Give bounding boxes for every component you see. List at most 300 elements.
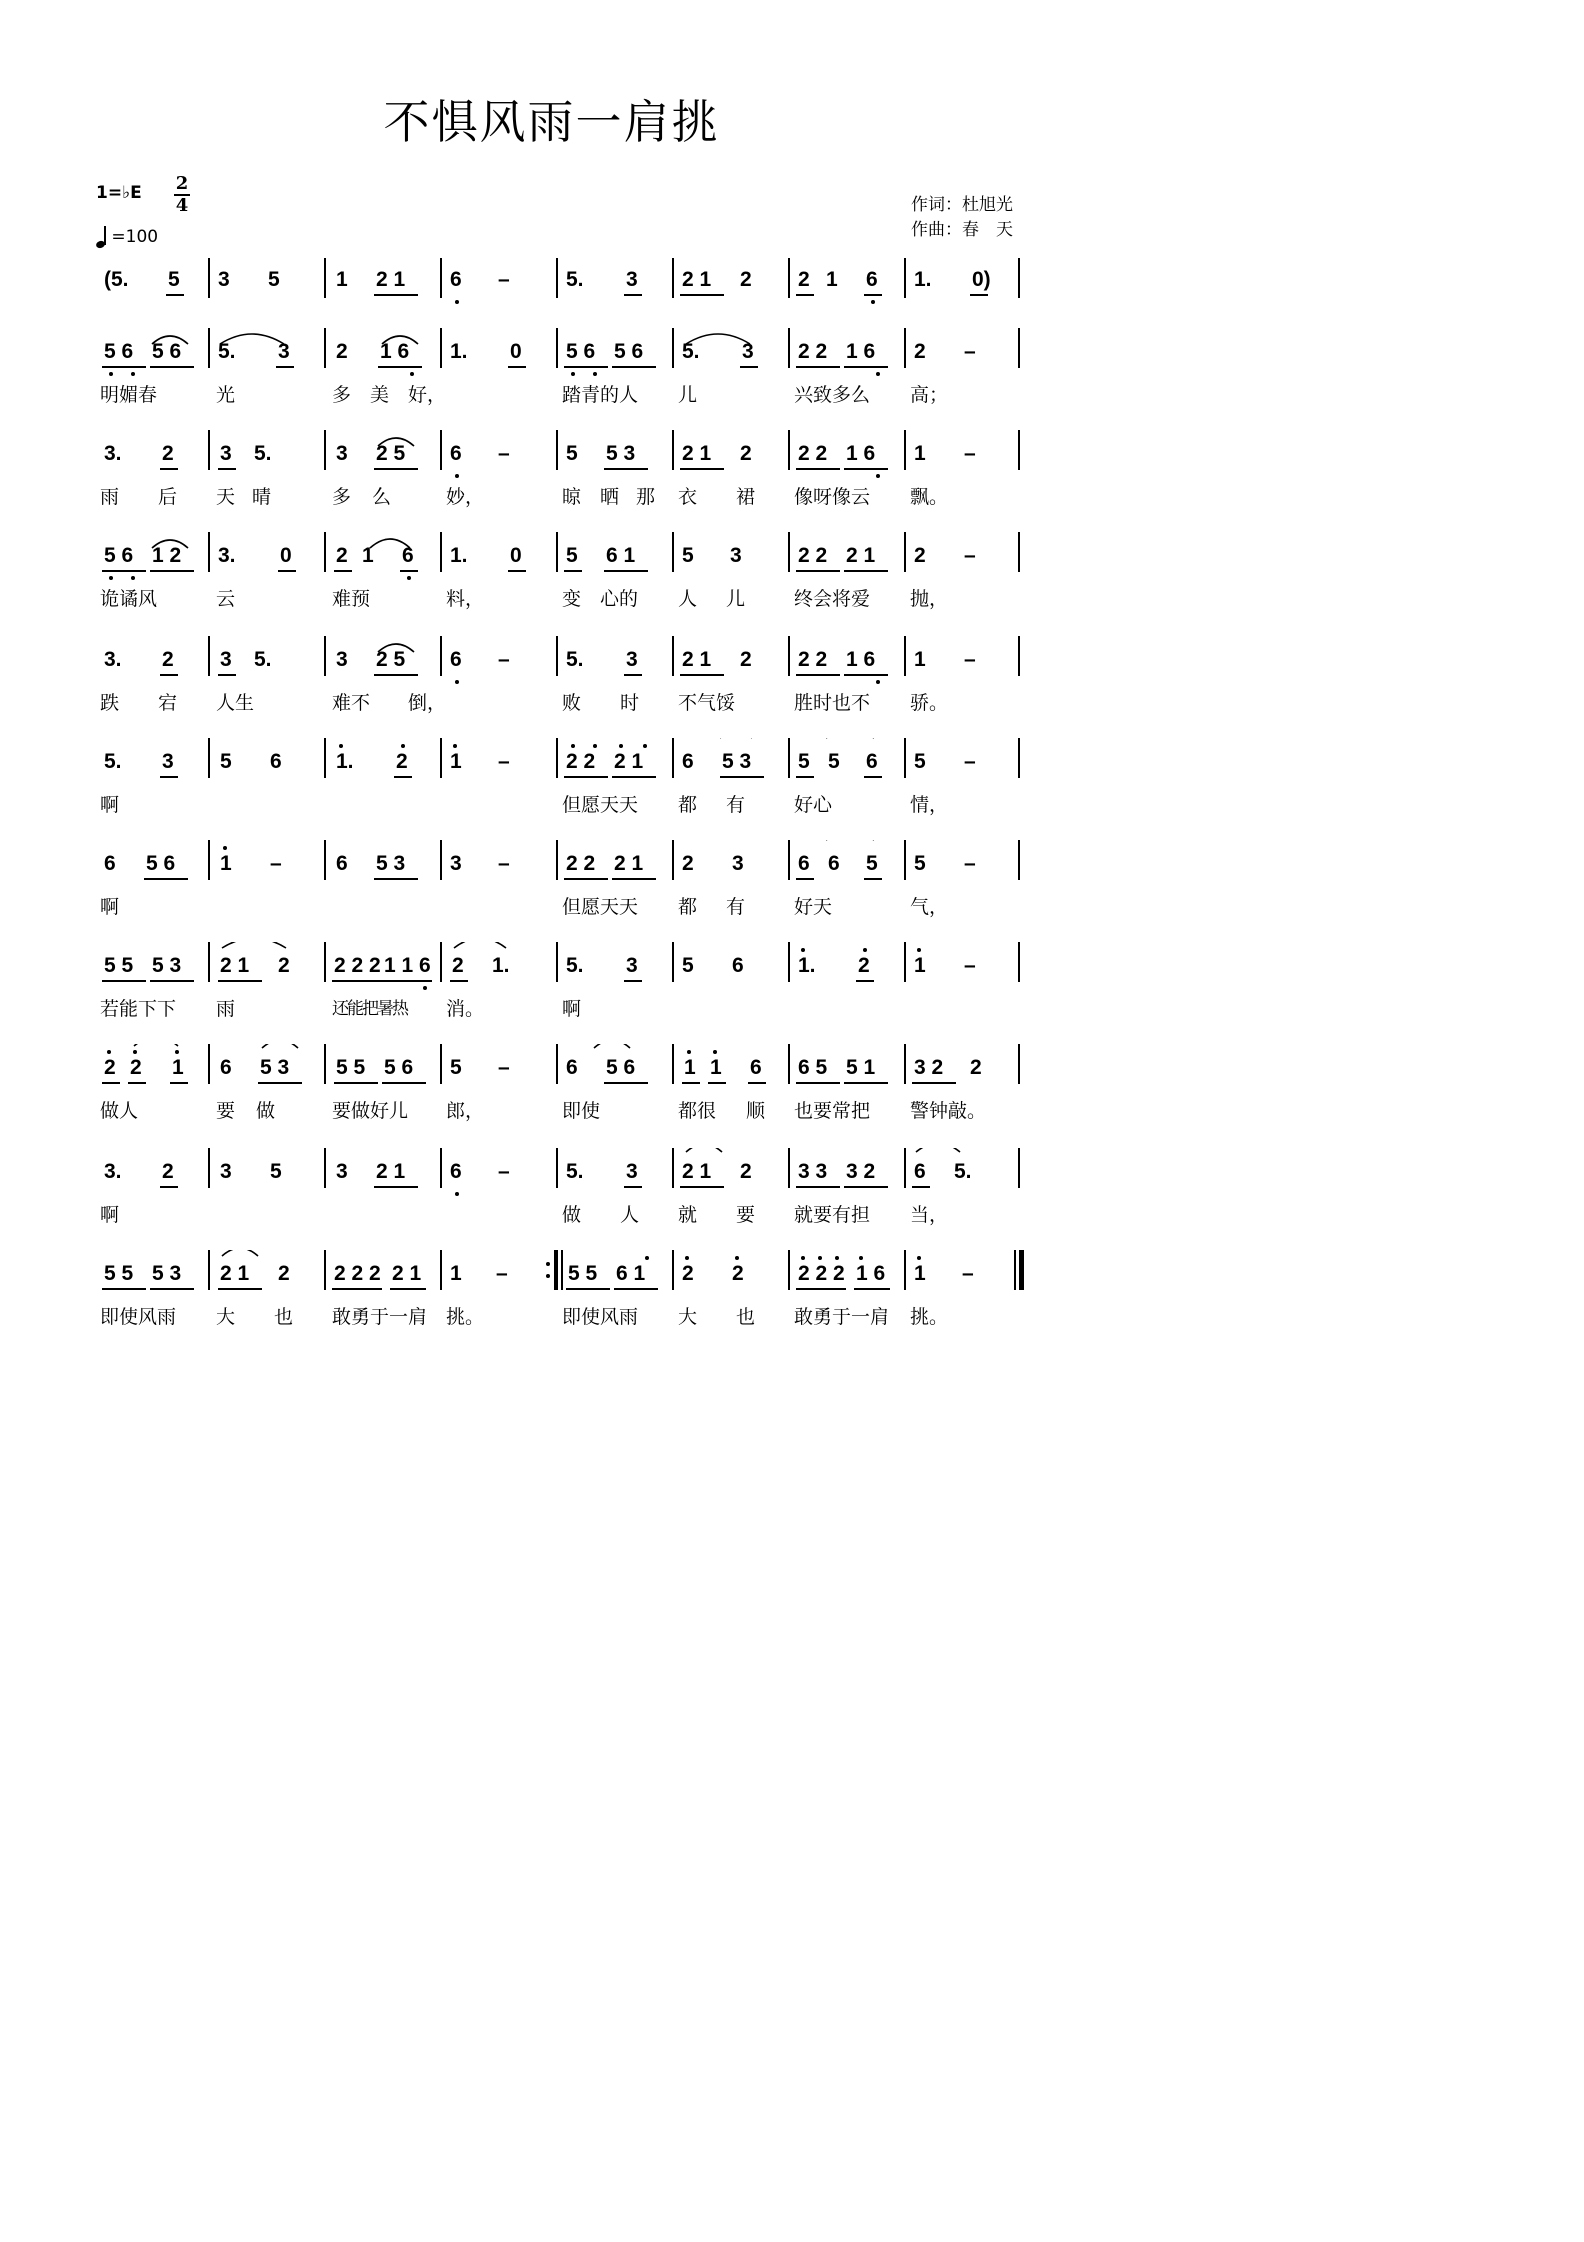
upper-octave-dot (175, 1050, 179, 1054)
upper-octave-dot (223, 846, 227, 850)
lyric: 即使风雨 (100, 1306, 177, 1328)
lyric: 敢勇于一肩 (332, 1306, 428, 1328)
note: 2 2 (566, 750, 596, 773)
lyric: 要做好儿 (332, 1100, 409, 1122)
score-row-10 (0, 1148, 1103, 1258)
beam-underline (508, 570, 526, 572)
note: 5. (566, 268, 584, 291)
note: 3 (730, 544, 742, 567)
note: 5 (168, 268, 180, 291)
score-row-9 (0, 1044, 1103, 1154)
note: 2 (452, 954, 464, 977)
lower-octave-dot (876, 372, 880, 376)
lyric: 郎， (446, 1100, 485, 1122)
score-row-2 (0, 328, 1103, 438)
lyric: 好， (408, 384, 447, 406)
barline (672, 258, 674, 298)
beam-underline (680, 674, 724, 676)
lyric: 衣 (678, 486, 698, 508)
note: – (498, 268, 510, 291)
beam-underline (390, 1288, 426, 1290)
note: – (962, 1262, 974, 1285)
note: 2 (740, 442, 752, 465)
note: 2 2 (566, 852, 596, 875)
beam-underline (160, 776, 178, 778)
upper-octave-dot (107, 1050, 111, 1054)
note: 5 3 (376, 852, 406, 875)
beam-underline (400, 570, 418, 572)
note: 2 (396, 750, 408, 773)
lyric: 难不 (332, 692, 371, 714)
note: 2 2 (798, 544, 828, 567)
beam-underline (102, 366, 146, 368)
key-signature: 1=♭E (96, 183, 142, 203)
note: 5 5 (336, 1056, 366, 1079)
beam-underline (796, 776, 814, 778)
note: 3 (626, 1160, 638, 1183)
beam-underline (740, 366, 758, 368)
beam-underline (564, 366, 608, 368)
beam-underline (624, 294, 642, 296)
beam-underline (382, 980, 432, 982)
upper-octave-dot (619, 744, 623, 748)
composer-credit: 作曲：春 天 (911, 220, 1013, 240)
upper-octave-dot (735, 1256, 739, 1260)
beam-underline (102, 570, 146, 572)
note: 1 (914, 648, 926, 671)
beam-underline (334, 570, 352, 572)
note: 5. (566, 1160, 584, 1183)
beam-underline (682, 1082, 700, 1084)
beam-underline (796, 1186, 840, 1188)
lyric: 抛， (910, 588, 949, 610)
note: 2 (278, 954, 290, 977)
note: 5 (828, 750, 840, 773)
note: – (964, 544, 976, 567)
lyric: 晴 (252, 486, 272, 508)
note: 1 (914, 954, 926, 977)
beam-underline (912, 1186, 930, 1188)
note: 5 (268, 268, 280, 291)
lyric: 晒 (600, 486, 620, 508)
note: 3 (278, 340, 290, 363)
note: 5 3 (722, 750, 752, 773)
lyric: 还能把暑热 (332, 999, 407, 1019)
note: 3 (218, 268, 230, 291)
beam-underline (170, 1082, 188, 1084)
score-page (0, 0, 1103, 1561)
score-row-8 (0, 942, 1103, 1052)
beam-underline (128, 1082, 146, 1084)
note: 5. (566, 648, 584, 671)
lower-octave-dot (410, 372, 414, 376)
note: 5 5 (104, 1262, 134, 1285)
note: 3 (336, 1160, 348, 1183)
note: 5 6 (104, 544, 134, 567)
beam-underline (278, 570, 296, 572)
beam-underline (102, 1288, 146, 1290)
beam-underline (796, 570, 840, 572)
note: 1 6 (846, 648, 876, 671)
note: 1 (710, 1056, 722, 1079)
lyric: 难预 (332, 588, 371, 610)
note: 3 (220, 1160, 232, 1183)
lower-octave-dot (571, 372, 575, 376)
beam-underline (748, 1082, 766, 1084)
lyricist-credit: 作词：杜旭光 (911, 195, 1013, 215)
lower-octave-dot (109, 372, 113, 376)
lyric: 后 (158, 486, 178, 508)
note: 1. (450, 544, 468, 567)
lyric: 美 (370, 384, 390, 406)
beam-underline (604, 570, 648, 572)
beam-underline (864, 878, 882, 880)
note: 2 (162, 1160, 174, 1183)
time-signature-numerator: 2 (175, 173, 189, 194)
note: 6 (866, 750, 878, 773)
note: – (498, 442, 510, 465)
note: 2 2 (798, 648, 828, 671)
lyric: 儿 (678, 384, 698, 406)
note: 5 (566, 442, 578, 465)
note: 2 1 (376, 1160, 406, 1183)
note: 3 2 (846, 1160, 876, 1183)
note: 2 2 2 (334, 954, 381, 977)
note: – (964, 340, 976, 363)
upper-octave-dot (801, 1256, 805, 1260)
score-row-4 (0, 532, 1103, 642)
note: 2 (682, 1262, 694, 1285)
lyric: 儿 (726, 588, 746, 610)
quarter-note-icon (96, 226, 106, 248)
lyric: 多 (332, 486, 352, 508)
note: 5 (682, 954, 694, 977)
note: – (270, 852, 282, 875)
note: 5 (682, 544, 694, 567)
lyric: 就 (678, 1204, 698, 1226)
beam-underline (564, 776, 608, 778)
lyric: 好天 (794, 896, 833, 918)
lower-octave-dot (876, 474, 880, 478)
beam-underline (844, 468, 888, 470)
beam-underline (864, 294, 882, 296)
note: 6 (682, 750, 694, 773)
lower-octave-dot (455, 300, 459, 304)
upper-octave-dot (818, 1256, 822, 1260)
lyric: 诡谲风 (100, 588, 158, 610)
lyric: 挑。 (446, 1306, 485, 1328)
lyric: 即使 (562, 1100, 601, 1122)
note: 5. (566, 954, 584, 977)
note: 2 5 (376, 442, 406, 465)
note: 3 3 (798, 1160, 828, 1183)
note: 5 6 (384, 1056, 414, 1079)
note: 5 6 (566, 340, 596, 363)
lyric: 气， (910, 896, 949, 918)
note: 2 (798, 268, 810, 291)
note: 3. (104, 648, 122, 671)
beam-underline (150, 980, 194, 982)
lyric: 就要有担 (794, 1204, 871, 1226)
note: 5. (218, 340, 236, 363)
note: – (964, 852, 976, 875)
lyric: 变 (562, 588, 582, 610)
beam-underline (332, 980, 382, 982)
lyric: 人 (678, 588, 698, 610)
beam-underline (144, 878, 188, 880)
note: – (498, 1160, 510, 1183)
lyric: 明媚春 (100, 384, 158, 406)
note: 5 (450, 1056, 462, 1079)
note: 3 (162, 750, 174, 773)
lyric: 做 (562, 1204, 582, 1226)
beam-underline (796, 1082, 840, 1084)
lyric: 啊 (100, 896, 120, 918)
note: 2 (914, 544, 926, 567)
upper-octave-dot (339, 744, 343, 748)
lyric: 好心 (794, 794, 833, 816)
note: (5. (104, 268, 129, 291)
note: 1 (914, 442, 926, 465)
note: 2 (732, 1262, 744, 1285)
note: 2 (740, 648, 752, 671)
note: 3 (626, 268, 638, 291)
note: 5 6 (614, 340, 644, 363)
note: 2 (858, 954, 870, 977)
lyric: 消。 (446, 998, 485, 1020)
lyric: 雨 (216, 998, 236, 1020)
lyric: 啊 (100, 1204, 120, 1226)
lyric: 多 (332, 384, 352, 406)
lyric: 警钟敲。 (910, 1100, 987, 1122)
note: 6 (828, 852, 840, 875)
beam-underline (680, 1186, 724, 1188)
note: 6 (336, 852, 348, 875)
note: – (964, 442, 976, 465)
upper-octave-dot (801, 948, 805, 952)
note: 2 2 2 (334, 1262, 381, 1285)
beam-underline (614, 1288, 658, 1290)
note: 1 (450, 750, 462, 773)
note: 1 6 (380, 340, 410, 363)
note: 2 (336, 340, 348, 363)
note: 0 (510, 544, 522, 567)
note: 0) (972, 268, 991, 291)
note: 1 2 (152, 544, 182, 567)
lower-octave-dot (593, 372, 597, 376)
note: 2 1 (220, 954, 250, 977)
lyric: 败 (562, 692, 582, 714)
note: 2 (162, 442, 174, 465)
note: 5. (954, 1160, 972, 1183)
lyric: 终会将爱 (794, 588, 871, 610)
beam-underline (604, 1082, 648, 1084)
note: 6 (732, 954, 744, 977)
beam-underline (624, 980, 642, 982)
lyric: 有 (726, 896, 746, 918)
score-row-7 (0, 840, 1103, 950)
lyric: 时 (620, 692, 640, 714)
lyric: 情， (910, 794, 949, 816)
note: – (964, 954, 976, 977)
beam-underline (166, 294, 184, 296)
note: 2 (104, 1056, 116, 1079)
lower-octave-dot (876, 680, 880, 684)
beam-underline (796, 468, 840, 470)
note: 6 (220, 1056, 232, 1079)
note: 5 5 (568, 1262, 598, 1285)
note: 2 1 (682, 648, 712, 671)
note: 6 1 (606, 544, 636, 567)
upper-octave-dot (571, 744, 575, 748)
note: 5 6 (104, 340, 134, 363)
time-signature-denominator: 4 (175, 194, 189, 216)
beam-underline (680, 294, 724, 296)
lower-octave-dot (407, 576, 411, 580)
note: 5. (682, 340, 700, 363)
beam-underline (374, 468, 418, 470)
lyric: 但愿天天 (562, 896, 639, 918)
lyric: 兴致多么 (794, 384, 871, 406)
lyric: 骄。 (910, 692, 949, 714)
time-signature (172, 174, 192, 216)
note: 2 1 (614, 852, 644, 875)
lyric: 人生 (216, 692, 255, 714)
note: 5 (914, 852, 926, 875)
upper-octave-dot (643, 744, 647, 748)
lyric: 那 (636, 486, 656, 508)
beam-underline (604, 468, 648, 470)
upper-octave-dot (133, 1050, 137, 1054)
lyric: 即使风雨 (562, 1306, 639, 1328)
beam-underline (276, 366, 294, 368)
note: 2 (970, 1056, 982, 1079)
upper-octave-dot (835, 1256, 839, 1260)
note: 1 6 (846, 442, 876, 465)
beam-underline (844, 570, 888, 572)
upper-octave-dot (917, 1256, 921, 1260)
beam-underline (258, 1082, 302, 1084)
lyric: 晾 (562, 486, 582, 508)
note: 0 (510, 340, 522, 363)
beam-underline (150, 1288, 194, 1290)
note: 1 (336, 268, 348, 291)
beam-underline (612, 776, 656, 778)
beam-underline (218, 468, 236, 470)
barline (904, 258, 906, 298)
tempo-marking (96, 226, 158, 248)
note: 2 (130, 1056, 142, 1079)
note: 2 (682, 852, 694, 875)
note: 2 1 (846, 544, 876, 567)
beam-underline (564, 878, 608, 880)
lyric: 人 (620, 1204, 640, 1226)
beam-underline (624, 1186, 642, 1188)
note: 3 (450, 852, 462, 875)
lower-octave-dot (423, 986, 427, 990)
upper-octave-dot (863, 948, 867, 952)
barline (788, 258, 790, 298)
note: 2 1 (682, 1160, 712, 1183)
note: 2 (914, 340, 926, 363)
lyric: 心的 (600, 588, 639, 610)
note: 3 (742, 340, 754, 363)
lower-octave-dot (455, 1192, 459, 1196)
lower-octave-dot (455, 680, 459, 684)
note: 5 (866, 852, 878, 875)
note: 5 3 (606, 442, 636, 465)
tempo-value: =100 (111, 227, 159, 247)
beam-underline (796, 366, 840, 368)
note: 0 (280, 544, 292, 567)
beam-underline (624, 674, 642, 676)
beam-underline (374, 294, 418, 296)
note: 2 1 (392, 1262, 422, 1285)
note: 2 2 (798, 442, 828, 465)
note: 3 (336, 648, 348, 671)
lyric: 要 (216, 1100, 236, 1122)
note: 2 (740, 268, 752, 291)
lyric: 也 (736, 1306, 756, 1328)
beam-underline (708, 1082, 726, 1084)
lyric: 要 (736, 1204, 756, 1226)
note: 6 (104, 852, 116, 875)
lyric: 高； (910, 384, 949, 406)
note: 1 (220, 852, 232, 875)
lyric: 都很 (678, 1100, 717, 1122)
beam-underline (796, 674, 840, 676)
lower-octave-dot (131, 576, 135, 580)
score-row-5 (0, 636, 1103, 746)
beam-underline (612, 366, 656, 368)
note: 3. (104, 1160, 122, 1183)
lyric: 么 (372, 486, 392, 508)
note: 2 1 (220, 1262, 250, 1285)
lower-octave-dot (871, 300, 875, 304)
upper-octave-dot (917, 948, 921, 952)
note: 6 (270, 750, 282, 773)
note: – (498, 750, 510, 773)
note: 1 (362, 544, 374, 567)
beam-underline (844, 366, 888, 368)
beam-underline (796, 878, 814, 880)
note: 2 1 (682, 442, 712, 465)
note: 6 (866, 268, 878, 291)
beam-underline (856, 980, 874, 982)
upper-octave-dot (859, 1256, 863, 1260)
beam-underline (382, 1082, 426, 1084)
lyric: 啊 (100, 794, 120, 816)
score-row-3 (0, 430, 1103, 540)
beam-underline (508, 366, 526, 368)
note: 1 (172, 1056, 184, 1079)
lower-octave-dot (455, 474, 459, 478)
note: 5 3 (152, 1262, 182, 1285)
lyric: 雨 (100, 486, 120, 508)
beam-underline (102, 980, 146, 982)
lyric: 做 (256, 1100, 276, 1122)
beam-underline (378, 366, 422, 368)
note: 2 1 (682, 268, 712, 291)
note: 2 2 2 (798, 1262, 845, 1285)
note: 5 6 (152, 340, 182, 363)
page-title: 不惧风雨一肩挑 (383, 95, 720, 149)
beam-underline (564, 570, 582, 572)
lyric: 不气馁 (678, 692, 736, 714)
barline (208, 258, 210, 298)
lower-octave-dot (109, 576, 113, 580)
lyric: 宕 (158, 692, 178, 714)
